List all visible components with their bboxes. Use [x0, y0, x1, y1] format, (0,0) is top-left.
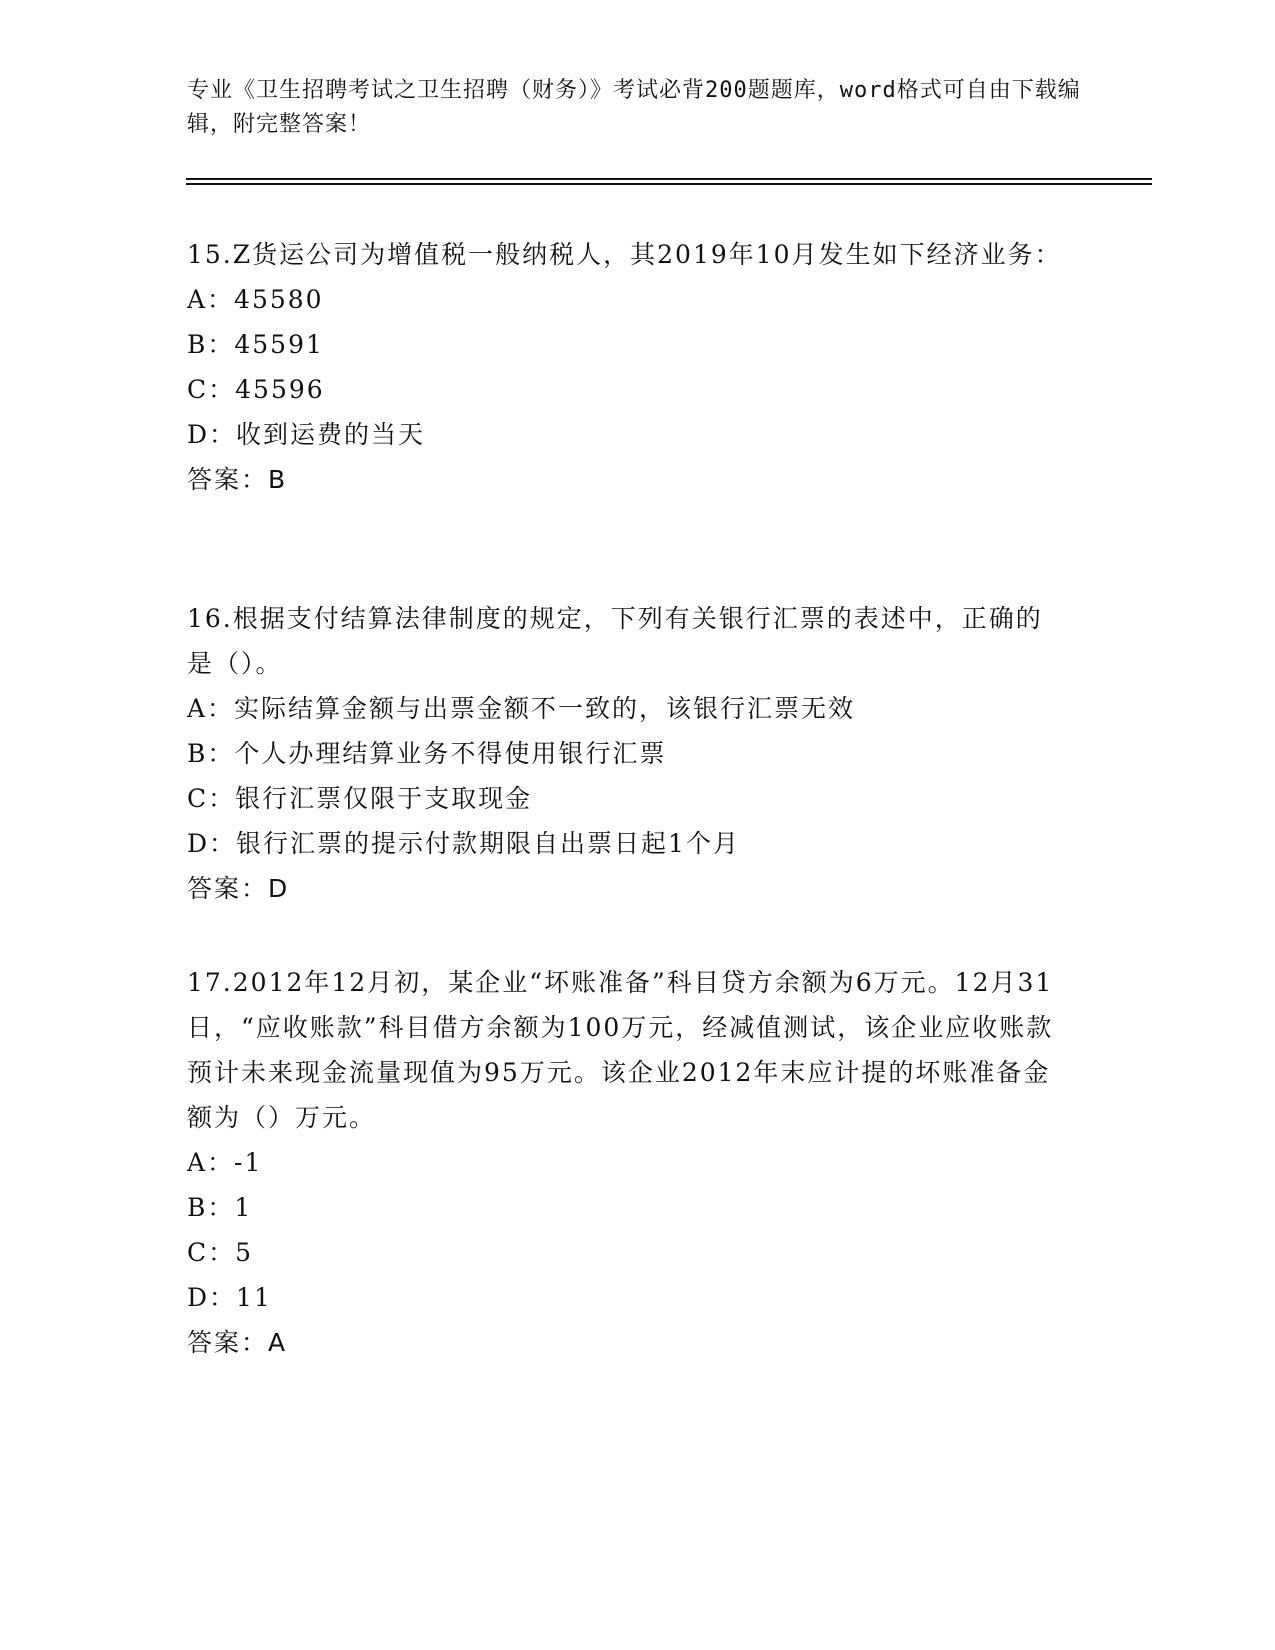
answer: 答案：A [187, 1328, 288, 1357]
option-a: A：-1 [187, 1148, 263, 1177]
option-c: C：5 [187, 1238, 254, 1267]
question-text: 17.2012年12月初，某企业“坏账准备”科目贷方余额为6万元。12月31日，“应收账款”科目借方余额为100万元，经减值测试，该企业应收账款预计未来现金流量现值为95万元。该企业2012年末应计提的坏账准备金额为（）万元。 [187, 968, 1054, 1132]
question-text: 15.Z货运公司为增值税一般纳税人，其2019年10月发生如下经济业务： [187, 240, 1062, 269]
question-15 [187, 232, 1067, 502]
option-a: A：实际结算金额与出票金额不一致的，该银行汇票无效 [187, 694, 856, 723]
option-c: C：银行汇票仅限于支取现金 [187, 784, 533, 813]
question-16 [187, 596, 1067, 911]
option-b: B：1 [187, 1193, 253, 1222]
option-d: D：收到运费的当天 [187, 420, 426, 449]
option-b: B：个人办理结算业务不得使用银行汇票 [187, 739, 667, 768]
answer: 答案：B [187, 465, 288, 494]
option-d: D：11 [187, 1283, 272, 1312]
header-divider-top [186, 178, 1152, 180]
question-text: 16.根据支付结算法律制度的规定，下列有关银行汇票的表述中，正确的是（）。 [187, 604, 1043, 678]
question-17 [187, 960, 1067, 1365]
option-a: A：45580 [187, 285, 324, 314]
document-header: 专业《卫生招聘考试之卫生招聘（财务）》考试必背200题题库，word格式可自由下载编辑，附完整答案！ [187, 78, 1081, 137]
option-c: C：45596 [187, 375, 325, 404]
header-divider-bottom [186, 183, 1152, 185]
answer: 答案：D [187, 874, 290, 903]
option-d: D：银行汇票的提示付款期限自出票日起1个月 [187, 829, 740, 858]
option-b: B：45591 [187, 330, 324, 359]
